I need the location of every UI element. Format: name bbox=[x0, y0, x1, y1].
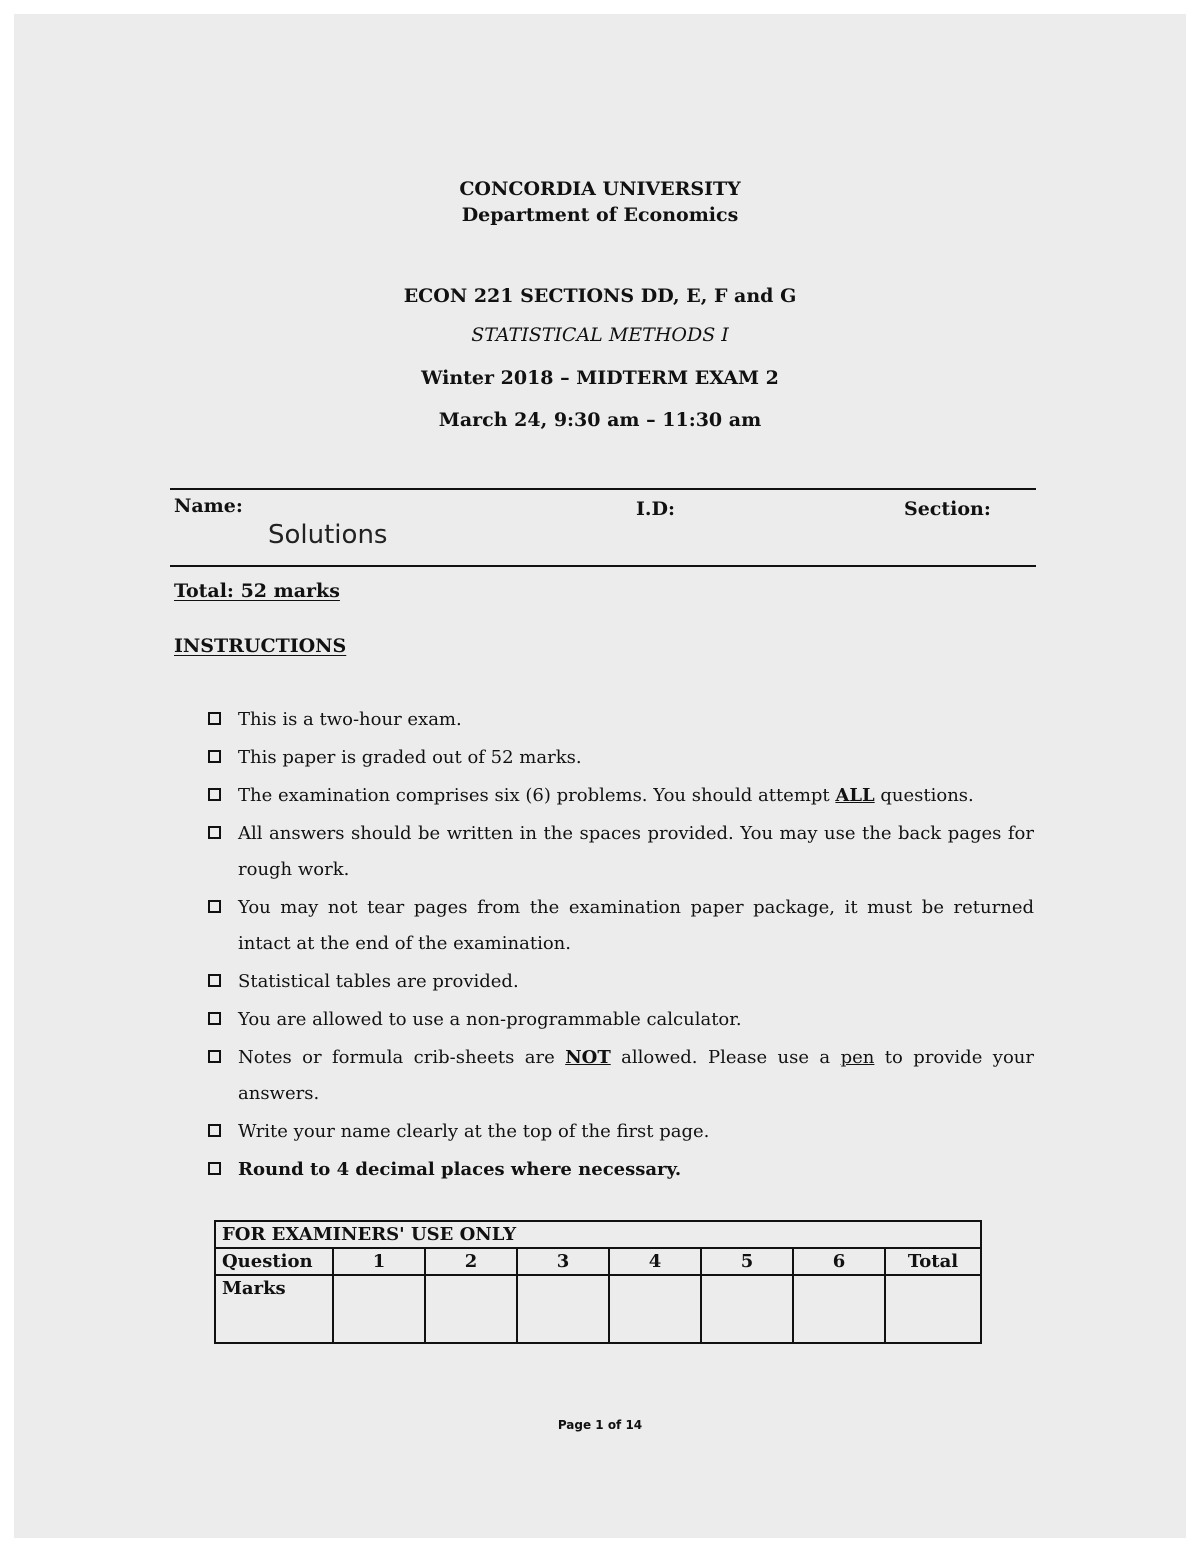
name-label: Name: bbox=[174, 495, 243, 517]
instruction-item: The examination comprises six (6) problems. You should attempt ALL questions. bbox=[206, 778, 1034, 814]
checkbox-icon bbox=[208, 1050, 221, 1063]
instruction-item: Statistical tables are provided. bbox=[206, 964, 1034, 1000]
marks-cell bbox=[517, 1275, 609, 1343]
course-title: STATISTICAL METHODS I bbox=[471, 324, 729, 346]
marks-cell bbox=[333, 1275, 425, 1343]
question-number: 6 bbox=[793, 1248, 885, 1275]
question-header: Question bbox=[215, 1248, 333, 1275]
course-code: ECON 221 SECTIONS DD, E, F and G bbox=[403, 285, 797, 307]
marks-label: Marks bbox=[215, 1275, 333, 1343]
checkbox-icon bbox=[208, 1012, 221, 1025]
question-number: 5 bbox=[701, 1248, 793, 1275]
exam-date-time: March 24, 9:30 am – 11:30 am bbox=[438, 409, 762, 431]
exam-title: Winter 2018 – MIDTERM EXAM 2 bbox=[421, 367, 779, 389]
checkbox-icon bbox=[208, 1124, 221, 1137]
checkbox-icon bbox=[208, 826, 221, 839]
section-label: Section: bbox=[904, 498, 991, 520]
total-header: Total bbox=[885, 1248, 981, 1275]
bottom-rule bbox=[170, 565, 1036, 567]
checkbox-icon bbox=[208, 1162, 221, 1175]
page-number: Page 1 of 14 bbox=[557, 1418, 643, 1432]
checkbox-icon bbox=[208, 788, 221, 801]
checkbox-icon bbox=[208, 712, 221, 725]
top-rule bbox=[170, 488, 1036, 490]
marks-cell bbox=[701, 1275, 793, 1343]
instruction-item: Notes or formula crib-sheets are NOT allowed. Please use a pen to provide your answers. bbox=[206, 1040, 1034, 1112]
marks-cell bbox=[425, 1275, 517, 1343]
instruction-item: This is a two-hour exam. bbox=[206, 702, 1034, 738]
instruction-item: You are allowed to use a non-programmable calculator. bbox=[206, 1002, 1034, 1038]
checkbox-icon bbox=[208, 974, 221, 987]
marks-cell bbox=[793, 1275, 885, 1343]
instruction-item: This paper is graded out of 52 marks. bbox=[206, 740, 1034, 776]
instruction-item: You may not tear pages from the examination paper package, it must be returned intact at the end of the examination. bbox=[206, 890, 1034, 962]
university-name: CONCORDIA UNIVERSITY bbox=[459, 178, 741, 200]
marks-cell bbox=[609, 1275, 701, 1343]
question-number: 4 bbox=[609, 1248, 701, 1275]
checkbox-icon bbox=[208, 900, 221, 913]
examiners-table-title: FOR EXAMINERS' USE ONLY bbox=[215, 1221, 981, 1248]
question-number: 3 bbox=[517, 1248, 609, 1275]
id-label: I.D: bbox=[636, 498, 675, 520]
instructions-heading: INSTRUCTIONS bbox=[174, 635, 347, 657]
total-marks: Total: 52 marks bbox=[174, 580, 340, 602]
marks-total-cell bbox=[885, 1275, 981, 1343]
checkbox-icon bbox=[208, 750, 221, 763]
question-number: 2 bbox=[425, 1248, 517, 1275]
instructions-list bbox=[206, 702, 1034, 1190]
instruction-item: Write your name clearly at the top of the first page. bbox=[206, 1114, 1034, 1150]
name-value: Solutions bbox=[268, 520, 388, 550]
question-number: 1 bbox=[333, 1248, 425, 1275]
instruction-item: All answers should be written in the spaces provided. You may use the back pages for rough work. bbox=[206, 816, 1034, 888]
department-name: Department of Economics bbox=[461, 204, 739, 226]
instruction-item: Round to 4 decimal places where necessary. bbox=[206, 1152, 1034, 1188]
examiners-marks-table bbox=[214, 1220, 982, 1344]
